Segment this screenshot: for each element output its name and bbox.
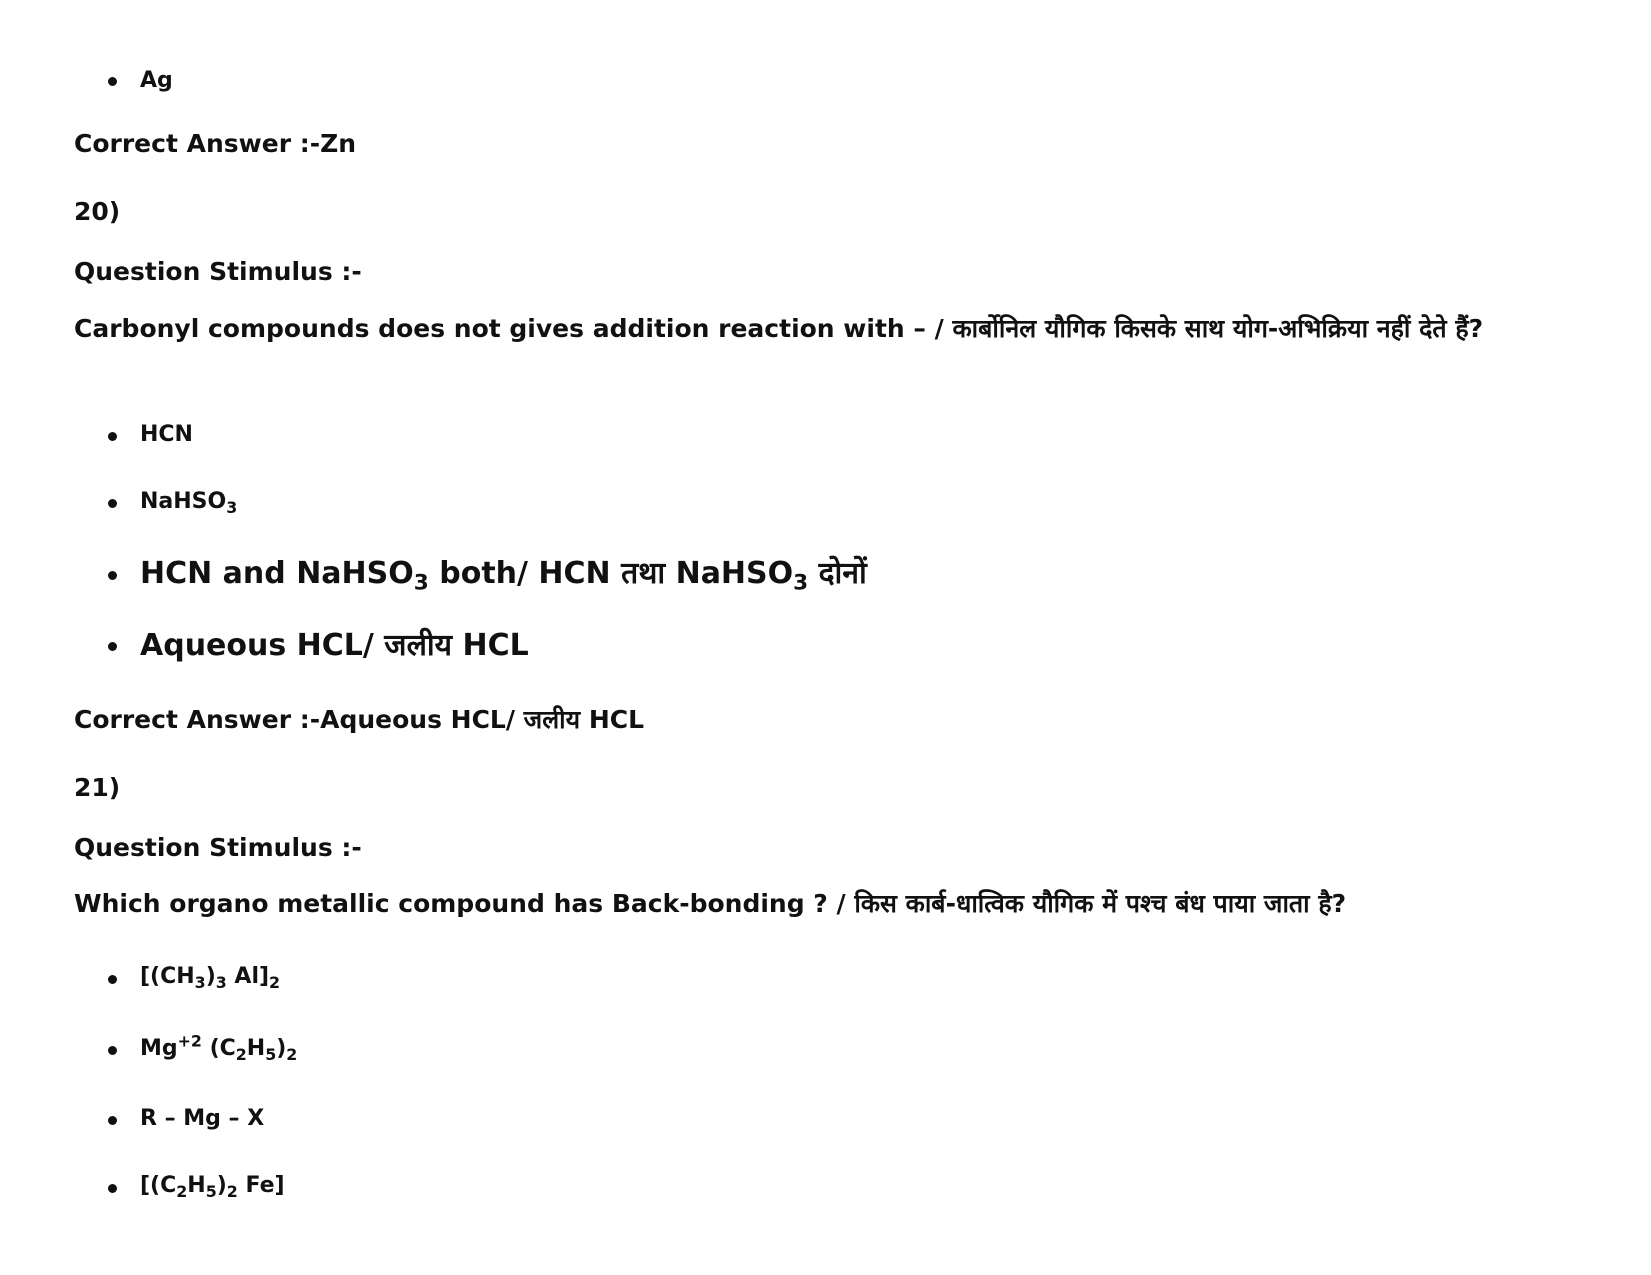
bullet-icon xyxy=(108,975,117,984)
q19-correct-answer xyxy=(74,128,356,160)
bullet-icon xyxy=(108,77,117,86)
q20-correct-answer xyxy=(74,704,644,736)
q21-option-b: $Mg^{+2}$ $(C_2H_5)_2$ xyxy=(140,1031,298,1064)
q20-option-c: HCN and NaHSO$_3$ both/ HCN तथा NaHSO$_3$ दोनों xyxy=(140,556,867,596)
bullet-icon xyxy=(108,1184,117,1193)
bullet-icon xyxy=(108,499,117,508)
q21-option-c: R – Mg – X xyxy=(140,1106,265,1131)
q21-option-a: [$(CH_3)_3$ $Al]_2$ xyxy=(140,964,281,992)
q21-stimulus-label: Question Stimulus :- xyxy=(74,833,362,862)
bullet-icon xyxy=(108,642,117,651)
q20-stimulus-label: Question Stimulus :- xyxy=(74,257,362,286)
correct-answer-label: Correct Answer :- xyxy=(74,129,321,158)
q20-option-b: NaHSO$_3$ xyxy=(140,489,238,517)
bullet-icon xyxy=(108,571,117,580)
q21-question-text: Which organo metallic compound has Back-bonding ? / किस कार्ब-धात्विक यौगिक में पश्च बंध पाया जाता है? xyxy=(74,889,1347,918)
q19-option-ag: Ag xyxy=(140,68,173,93)
q20-number: 20) xyxy=(74,197,121,226)
q21-option-d: [$(C_2H_5)_2$ Fe] xyxy=(140,1173,285,1201)
bullet-icon xyxy=(108,1116,117,1125)
correct-answer-value: Zn xyxy=(320,129,357,158)
bullet-icon xyxy=(108,1046,117,1055)
bullet-icon xyxy=(108,432,117,441)
correct-answer-label: Correct Answer :- xyxy=(74,705,321,734)
q21-number: 21) xyxy=(74,773,121,802)
q20-question-text: Carbonyl compounds does not gives addition reaction with – / कार्बोनिल यौगिक किसके साथ योग-अभिक्रिया नहीं देते हैं? xyxy=(74,314,1484,343)
q20-option-d: Aqueous HCL/ जलीय HCL xyxy=(140,628,529,663)
q20-option-a: HCN xyxy=(140,422,193,447)
correct-answer-value: Aqueous HCL/ जलीय HCL xyxy=(320,705,645,734)
